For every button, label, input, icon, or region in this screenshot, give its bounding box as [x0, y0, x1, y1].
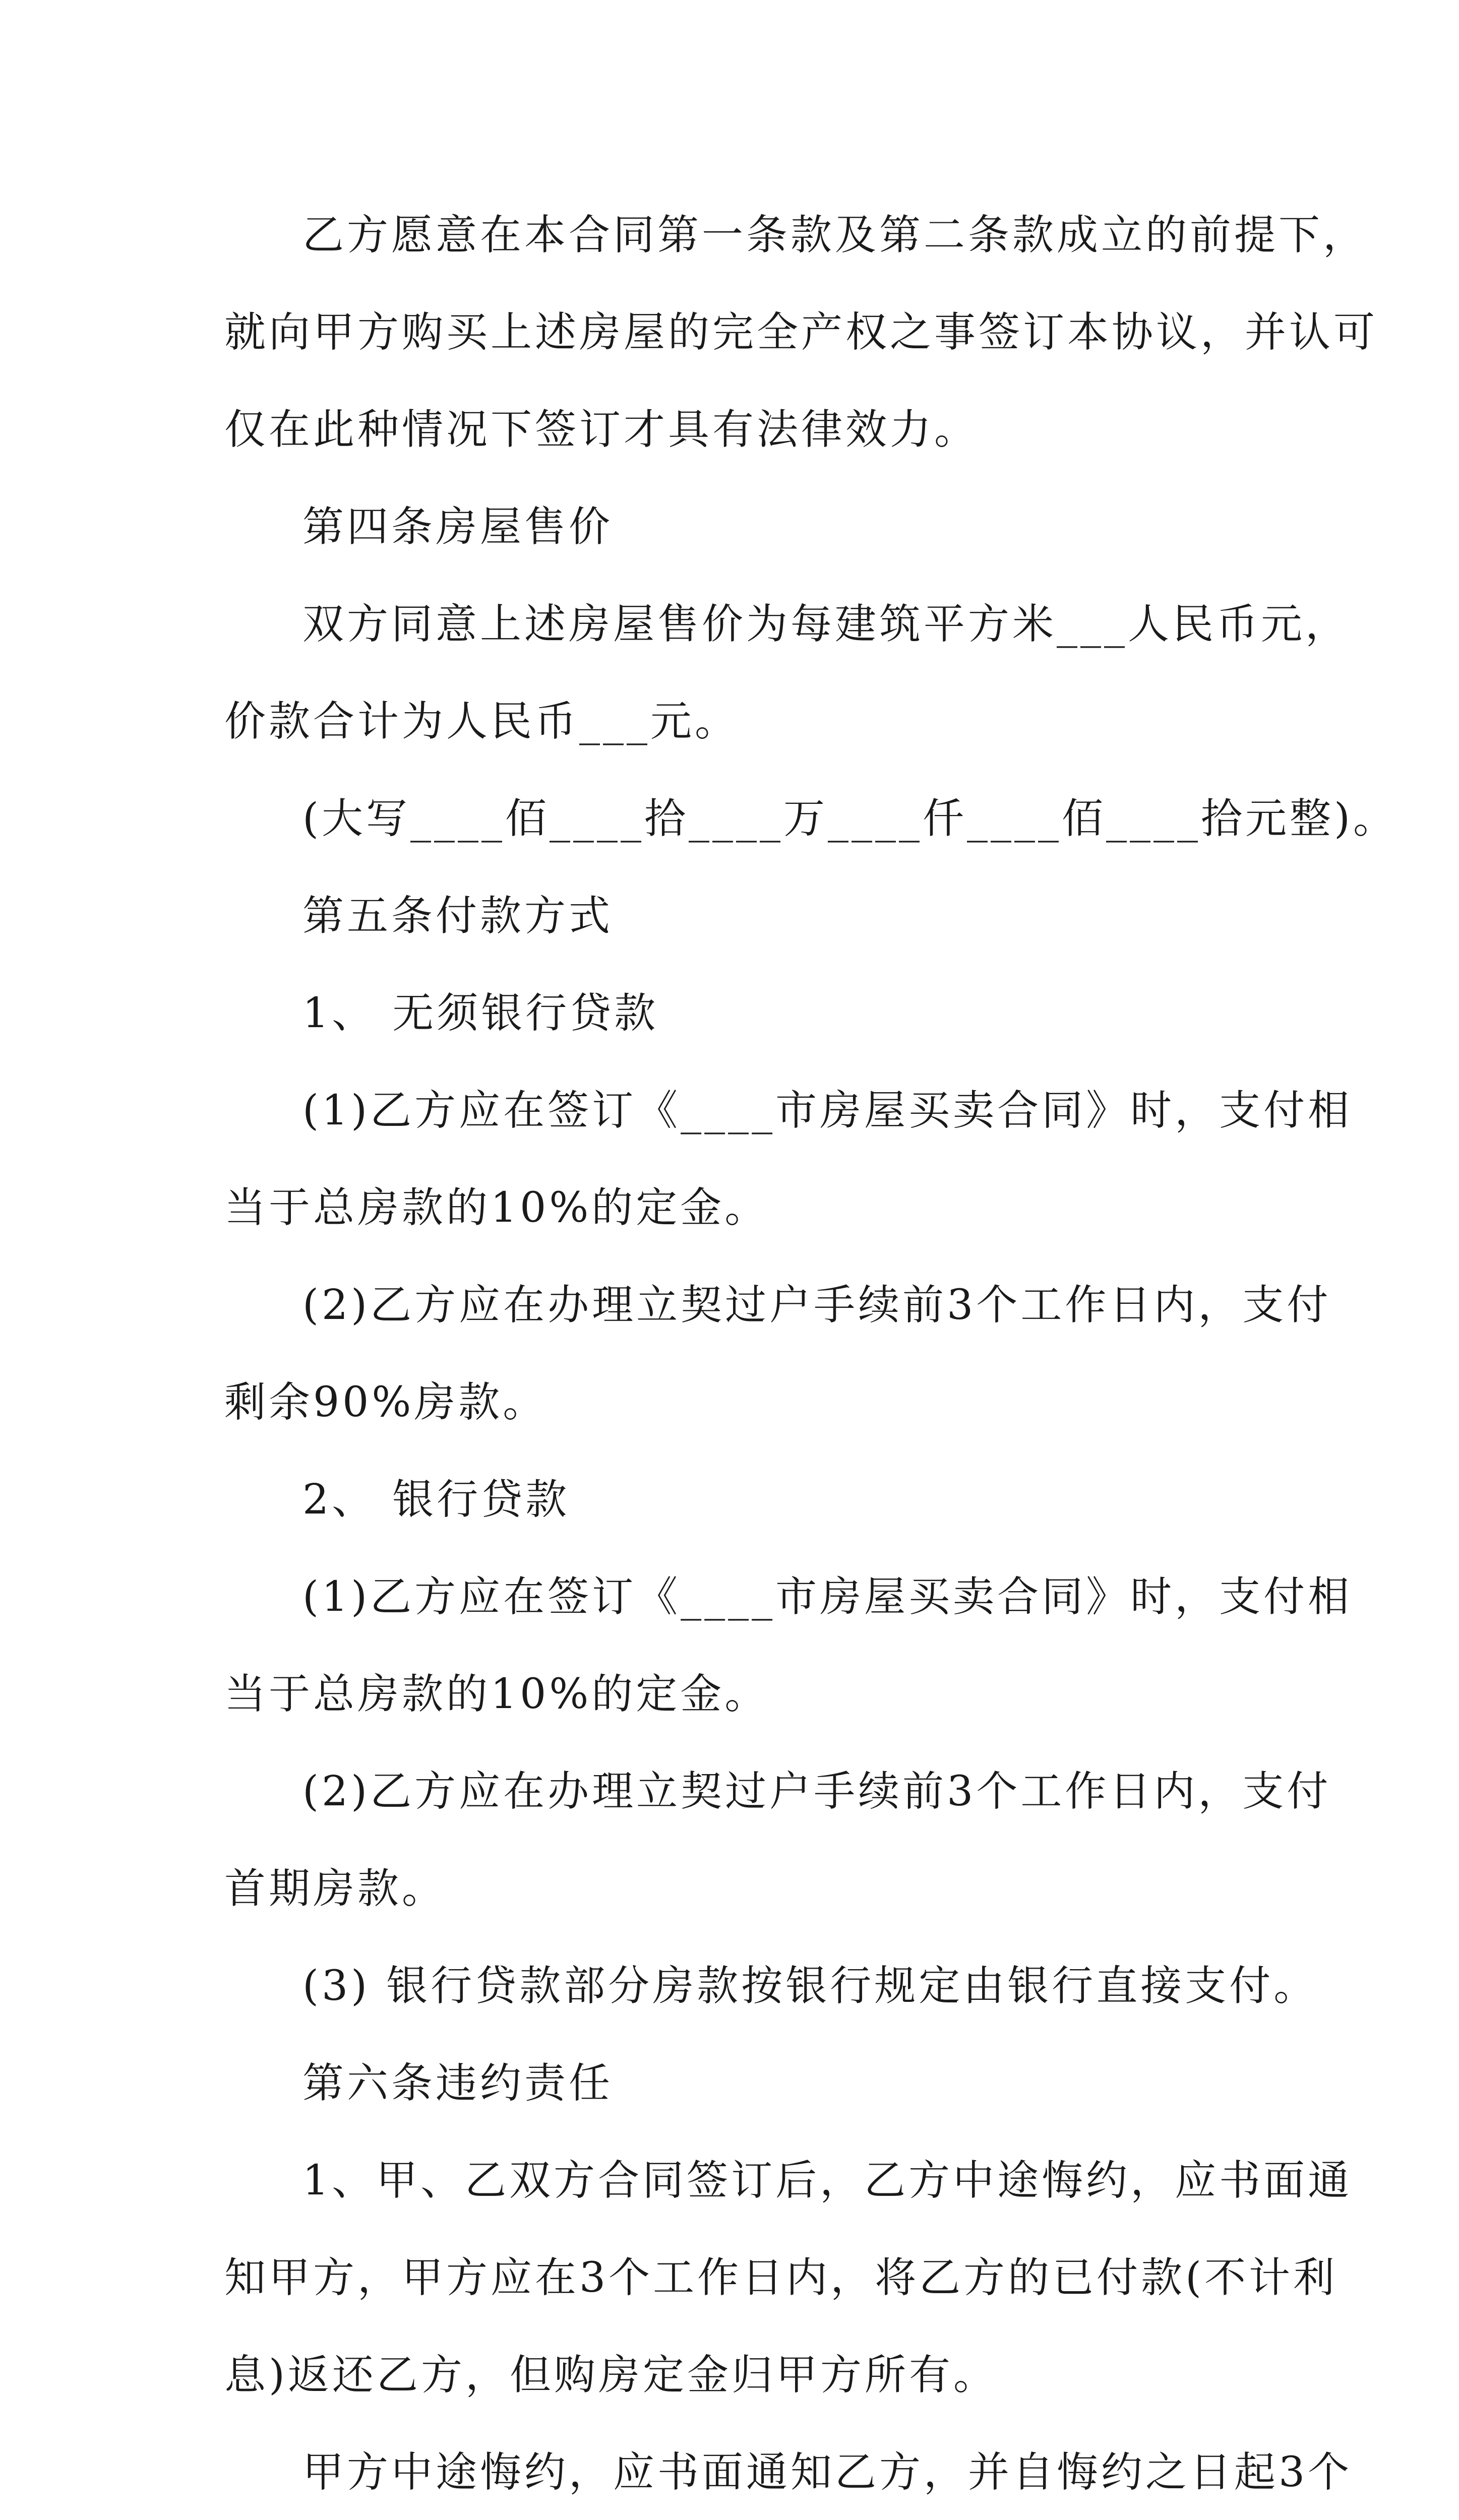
paragraph-line: (1)乙方应在签订《____市房屋买卖合同》时，支付相 [302, 1087, 1353, 1135]
paragraph-line: 乙方愿意在本合同第一条款及第二条款成立的前提下， [302, 211, 1368, 259]
paragraph-line: 首期房款。 [224, 1865, 447, 1913]
paragraph-line: 1、甲、乙双方合同签订后，乙方中途悔约，应书面通 [302, 2157, 1353, 2204]
section-heading: 第四条房屋售价 [302, 503, 614, 551]
section-heading: 第六条违约责任 [302, 2059, 614, 2107]
paragraph-line: (大写____佰____拾____万____仟____佰____拾元整)。 [302, 795, 1397, 843]
paragraph-line: (2)乙方应在办理立契过户手续前3个工作日内，支付 [302, 1281, 1331, 1329]
paragraph-line: 当于总房款的10%的定金。 [224, 1184, 769, 1232]
paragraph-line: (2)乙方应在办理立契过户手续前3个工作日内，支付 [302, 1768, 1331, 1815]
paragraph-line: 息)返还乙方，但购房定金归甲方所有。 [224, 2351, 998, 2399]
paragraph-line: 双方同意上述房屋售价为每建筑平方米___人民币元， [302, 600, 1350, 648]
paragraph-line: 知甲方，甲方应在3个工作日内，将乙方的已付款(不计利 [224, 2254, 1338, 2302]
paragraph-line: 仅在此种情况下签订才具有法律效力。 [224, 406, 979, 454]
paragraph-line: (1)乙方应在签订《____市房屋买卖合同》时，支付相 [302, 1573, 1353, 1621]
list-item-heading: 2、 银行贷款 [302, 1476, 570, 1524]
paragraph-line: 剩余90%房款。 [224, 1378, 548, 1426]
paragraph-line: (3) 银行贷款部分房款按银行规定由银行直接支付。 [302, 1962, 1318, 2010]
paragraph-line: 甲方中途悔约，应书面通知乙方，并自悔约之日起3个 [302, 2448, 1353, 2496]
paragraph-line: 当于总房款的10%的定金。 [224, 1670, 769, 1718]
list-item-heading: 1、 无须银行贷款 [302, 989, 659, 1037]
section-heading: 第五条付款方式 [302, 892, 614, 940]
document-page [224, 186, 1397, 2520]
paragraph-line: 价款合计为人民币___元。 [224, 698, 740, 745]
paragraph-line: 就向甲方购买上述房屋的完全产权之事签订本协议，并认可 [224, 308, 1378, 356]
